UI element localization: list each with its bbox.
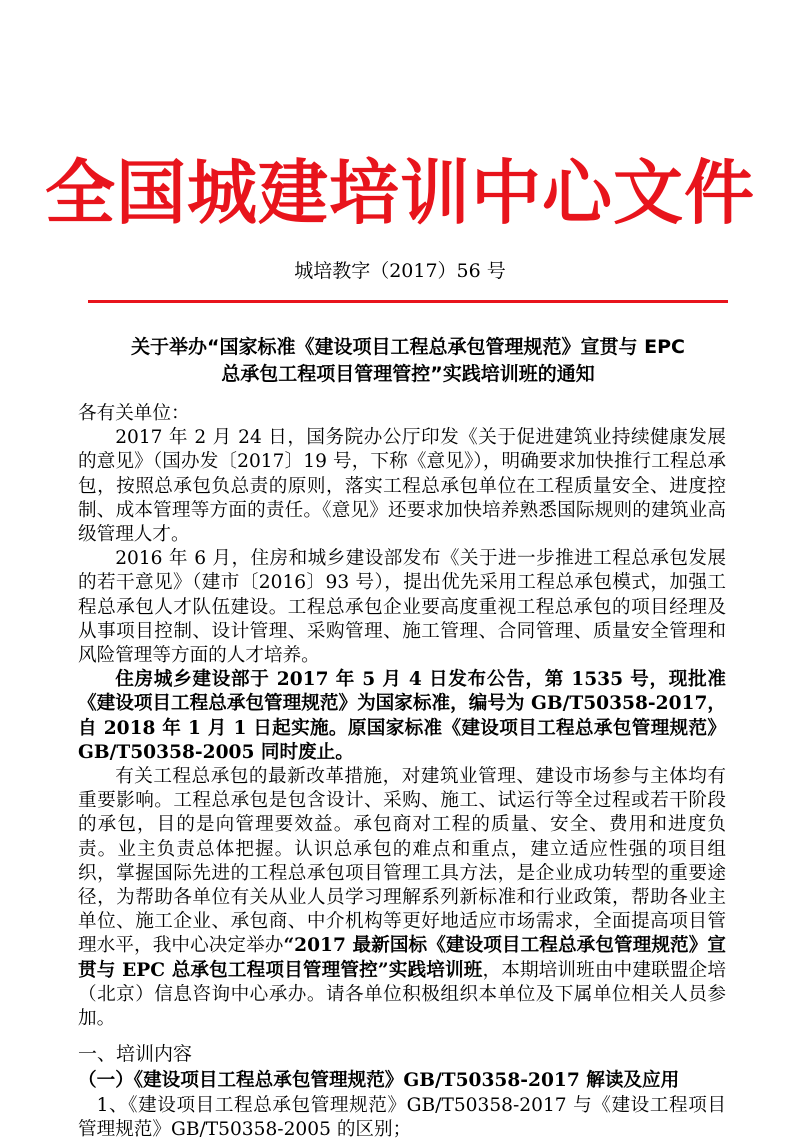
notice-title-line-2: 总承包工程项目管理管控”实践培训班的通知 xyxy=(221,363,595,385)
document-body xyxy=(78,402,726,1143)
paragraph-4-text-b: ，本期培训班由中建联盟企培（北京）信息咨询中心承办。请各单位积极组织本单位及下属单位相关人员参加。 xyxy=(78,959,726,1030)
subsection-heading-1: （一）《建设项目工程总承包管理规范》GB/T50358-2017 解读及应用 xyxy=(78,1070,680,1092)
section-heading-training-content: 一、培训内容 xyxy=(78,1043,193,1066)
document-header-title: 全国城建培训中心文件 xyxy=(45,151,755,234)
paragraph-3-announcement: 住房城乡建设部于 2017 年 5 月 4 日发布公告，第 1535 号，现批准《建设项目工程总承包管理规范》为国家标准，编号为 GB/T50358-2017，自 2018 年 1 月 1 日起实施。原国家标准《建设项目工程总承包管理规范》 GB/T50358-2005 同时废止。 xyxy=(78,669,726,763)
training-course-name: “2017 最新国标《建设项目工程总承包管理规范》宣贯与 EPC 总承包工程项目管理管控”实践培训班 xyxy=(78,935,726,981)
paragraph-2: 2016 年 6 月，住房和城乡建设部发布《关于进一步推进工程总承包发展的若干意见》（建市〔2016〕93 号），提出优先采用工程总承包模式，加强工程总承包人才队伍建设。工程总承包企业要高度重视工程总承包的项目经理及从事项目控制、设计管理、采购管理、施工管理、合同管理、质量安全管理和风险管理等方面的人才培养。 xyxy=(78,548,726,667)
paragraph-1: 2017 年 2 月 24 日，国务院办公厅印发《关于促进建筑业持续健康发展的意见》（国办发〔2017〕19 号，下称《意见》），明确要求加快推行工程总承包，按照总承包负总责的原则，落实工程总承包单位在工程质量安全、进度控制、成本管理等方面的责任。《意见》还要求加快培养熟悉国际规则的建筑业高级管理人才。 xyxy=(78,427,726,546)
paragraph-4 xyxy=(78,765,726,1031)
list-item-1: 1、《建设项目工程总承包管理规范》GB/T50358-2017 与《建设工程项目管理规范》GB/T50358-2005 的区别； xyxy=(78,1095,726,1141)
red-divider xyxy=(88,300,728,303)
notice-title-line-1: 关于举办“国家标准《建设项目工程总承包管理规范》宣贯与 EPC xyxy=(131,336,685,358)
document-number: 城培教字（2017）56 号 xyxy=(294,260,506,282)
notice-title xyxy=(88,334,728,388)
paragraph-4-text-a: 有关工程总承包的最新改革措施，对建筑业管理、建设市场参与主体均有重要影响。工程总承包是包含设计、采购、施工、试运行等全过程或若干阶段的承包，目的是向管理要效益。承包商对工程的质量、安全、费用和进度负责。业主负责总体把握。认识总承包的难点和重点，建立适应性强的项目组织，掌握国际先进的工程总承包项目管理工具方法，是企业成功转型的重要途径，为帮助各单位有关从业人员学习理解系列新标准和行业政策，帮助各业主单位、施工企业、承包商、中介机构等更好地适应市场需求，全面提高项目管理水平，我中心决定举办 xyxy=(78,766,726,957)
salutation: 各有关单位： xyxy=(78,403,190,424)
